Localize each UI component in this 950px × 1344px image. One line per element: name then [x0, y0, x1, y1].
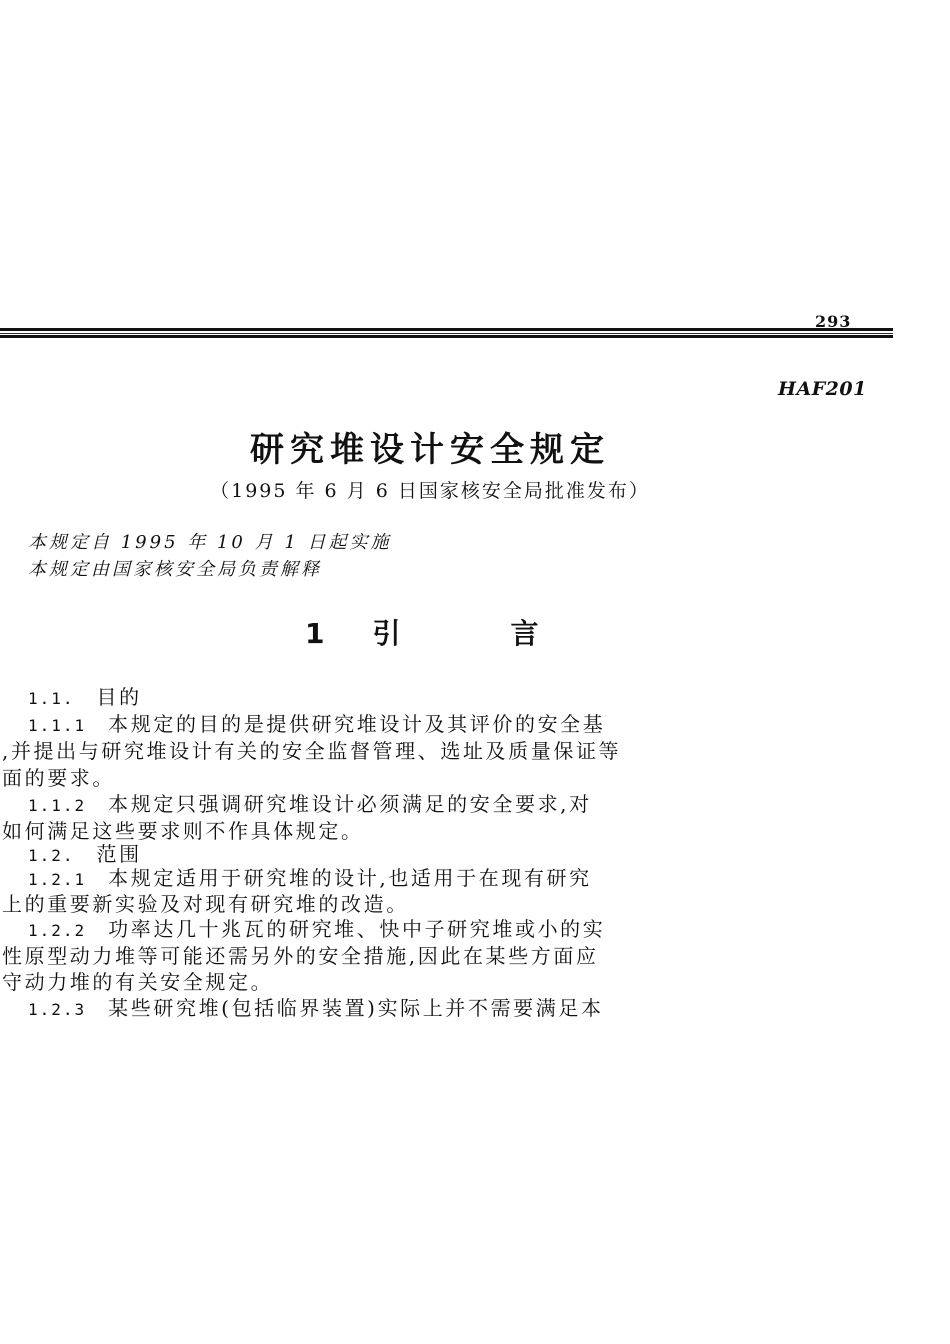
clause-number: 1.1.2	[28, 796, 87, 815]
section-heading-char-1: 引	[372, 617, 401, 650]
clause-text: 目的	[96, 685, 142, 709]
effective-date-note: 本规定自 1995 年 10 月 1 日起实施	[28, 532, 392, 553]
clause-text: 本规定的目的是提供研究堆设计及其评价的安全基	[108, 712, 606, 736]
body-line-1-1-1	[28, 708, 605, 737]
clause-text: 性原型动力堆等可能还需另外的安全措施,因此在某些方面应	[2, 944, 599, 968]
header-rule	[0, 328, 893, 338]
page-number: 293	[815, 312, 852, 331]
clause-text: 本规定只强调研究堆设计必须满足的安全要求,对	[108, 792, 592, 816]
clause-text: 某些研究堆(包括临界装置)实际上并不需要满足本	[108, 996, 604, 1020]
body-line-continuation	[2, 940, 599, 969]
body-line-1-2-2	[28, 913, 605, 942]
section-heading	[305, 612, 539, 652]
clause-text: 上的重要新实验及对现有研究堆的改造。	[2, 892, 409, 916]
document-subtitle: （1995 年 6 月 6 日国家核安全局批准发布）	[210, 480, 650, 502]
clause-number: 1.1.	[28, 689, 75, 708]
clause-number: 1.1.1	[28, 716, 87, 735]
clause-text: 范围	[96, 842, 142, 866]
section-number: 1	[305, 617, 325, 650]
clause-number: 1.2.	[28, 846, 75, 865]
section-heading-char-2: 言	[510, 617, 539, 650]
interpretation-note: 本规定由国家核安全局负责解释	[28, 559, 322, 580]
clause-text: 功率达几十兆瓦的研究堆、快中子研究堆或小的实	[108, 917, 606, 941]
clause-text: ,并提出与研究堆设计有关的安全监督管理、选址及质量保证等	[2, 739, 622, 763]
clause-text: 本规定适用于研究堆的设计,也适用于在现有研究	[108, 866, 592, 890]
body-line-continuation	[2, 762, 115, 791]
body-line-1-1-2	[28, 788, 592, 817]
clause-text: 守动力堆的有关安全规定。	[2, 970, 274, 994]
clause-number: 1.2.2	[28, 921, 87, 940]
clause-number: 1.2.3	[28, 1000, 87, 1019]
body-line-continuation	[2, 735, 621, 764]
body-line-1-2-1	[28, 862, 592, 891]
body-line-1-2-3	[28, 992, 604, 1021]
clause-number: 1.2.1	[28, 870, 87, 889]
document-code: HAF201	[778, 378, 867, 400]
body-line-continuation	[2, 966, 273, 995]
document-title: 研究堆设计安全规定	[250, 430, 610, 470]
body-line-1-1	[28, 681, 142, 710]
clause-text: 面的要求。	[2, 766, 115, 790]
clause-text: 如何满足这些要求则不作具体规定。	[2, 819, 364, 843]
